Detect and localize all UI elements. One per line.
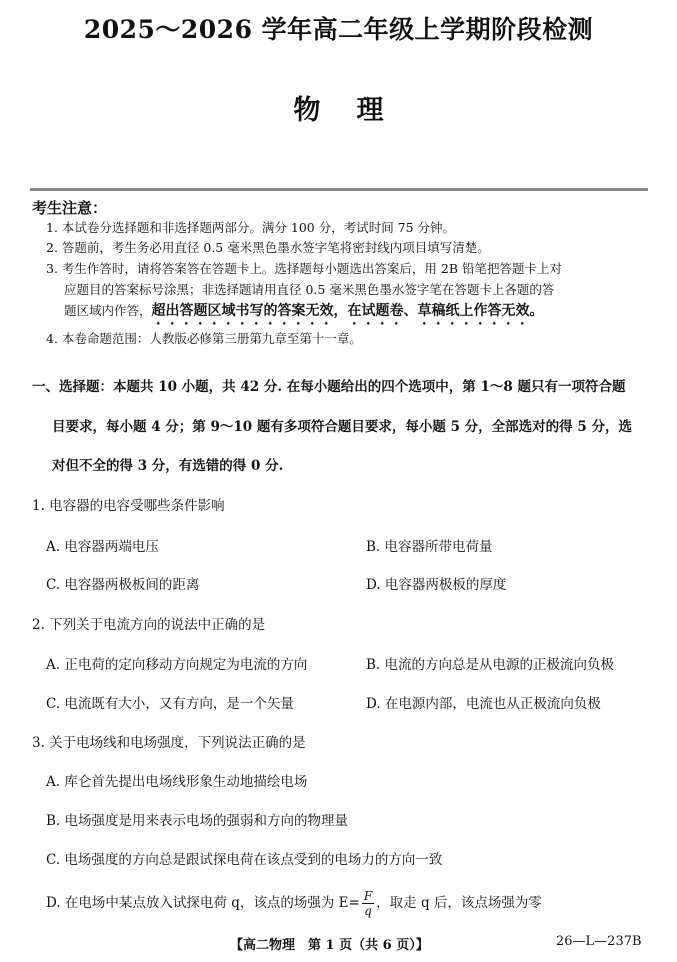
notice-item-3-tail: 题区域内作答，	[64, 303, 152, 318]
question-3-option-b: B. 电场强度是用来表示电场的强弱和方向的物理量	[46, 813, 349, 829]
question-2-option-a: A. 正电荷的定向移动方向规定为电流的方向	[46, 657, 308, 673]
question-2-option-d: D. 在电源内部，电流也从正极流向负极	[366, 696, 601, 712]
question-3-option-d-after: ，取走 q 后，该点场强为零	[376, 895, 542, 911]
question-2-option-b: B. 电流的方向总是从电源的正极流向负极	[366, 657, 615, 673]
question-1-option-b: B. 电容器所带电荷量	[366, 539, 493, 555]
question-2-option-c: C. 电流既有大小，又有方向，是一个矢量	[46, 696, 294, 712]
footer-code: 26—L—237B	[556, 934, 642, 949]
subject-title: 物理	[293, 95, 420, 126]
field-strength-fraction	[362, 889, 374, 918]
question-3-option-d-before: D. 在电场中某点放入试探电荷 q，该点的场强为 E=	[46, 895, 360, 911]
question-1-stem: 1. 电容器的电容受哪些条件影响	[32, 498, 225, 514]
question-2-stem: 2. 下列关于电流方向的说法中正确的是	[32, 617, 266, 633]
section-instruction-line-1: 一、选择题：本题共 10 小题，共 42 分. 在每小题给出的四个选项中，第 1～8 题只有一项符合题	[32, 379, 626, 395]
question-3-option-c: C. 电场强度的方向总是跟试探电荷在该点受到的电场力的方向一致	[46, 852, 443, 868]
header-divider	[30, 188, 648, 191]
section-instruction-line-2: 目要求，每小题 4 分；第 9～10 题有多项符合题目要求，每小题 5 分，全部选对的得 5 分，选	[52, 419, 632, 435]
question-1-option-c: C. 电容器两极板间的距离	[46, 577, 200, 593]
exam-title: 2025～2026 学年高二年级上学期阶段检测	[83, 15, 594, 44]
fraction-denominator: q	[364, 904, 372, 918]
question-3-option-a: A. 库仑首先提出电场线形象生动地描绘电场	[46, 774, 308, 790]
question-1-option-a: A. 电容器两端电压	[46, 539, 159, 555]
question-3-option-d	[46, 889, 542, 918]
section-instruction-line-3: 对但不全的得 3 分，有选错的得 0 分.	[52, 458, 284, 474]
fraction-numerator: F	[363, 889, 373, 903]
question-1-option-d: D. 电容器两极板的厚度	[366, 577, 507, 593]
notice-item-4: 4. 本卷命题范围：人教版必修第三册第九章至第十一章。	[46, 331, 362, 346]
notice-emphasis: 超出答题区域书写的答案无效，在试题卷、草稿纸上作答无效。	[151, 303, 544, 319]
footer-page-label: 【高二物理 第 1 页（共 6 页）】	[230, 938, 429, 953]
notice-item-3-end	[64, 301, 544, 328]
notice-item-1: 1. 本试卷分选择题和非选择题两部分。满分 100 分，考试时间 75 分钟。	[46, 220, 456, 235]
question-3-stem: 3. 关于电场线和电场强度，下列说法正确的是	[32, 735, 306, 751]
notice-item-3: 3. 考生作答时，请将答案答在答题卡上。选择题每小题选出答案后，用 2B 铅笔把答题卡上对	[46, 261, 562, 276]
notice-heading: 考生注意：	[32, 199, 108, 217]
notice-item-2: 2. 答题前，考生务必用直径 0.5 毫米黑色墨水签字笔将密封线内项目填写清楚。	[46, 240, 490, 255]
notice-item-3-cont: 应题目的答案标号涂黑；非选择题请用直径 0.5 毫米黑色墨水签字笔在答题卡上各题的答	[64, 282, 555, 297]
